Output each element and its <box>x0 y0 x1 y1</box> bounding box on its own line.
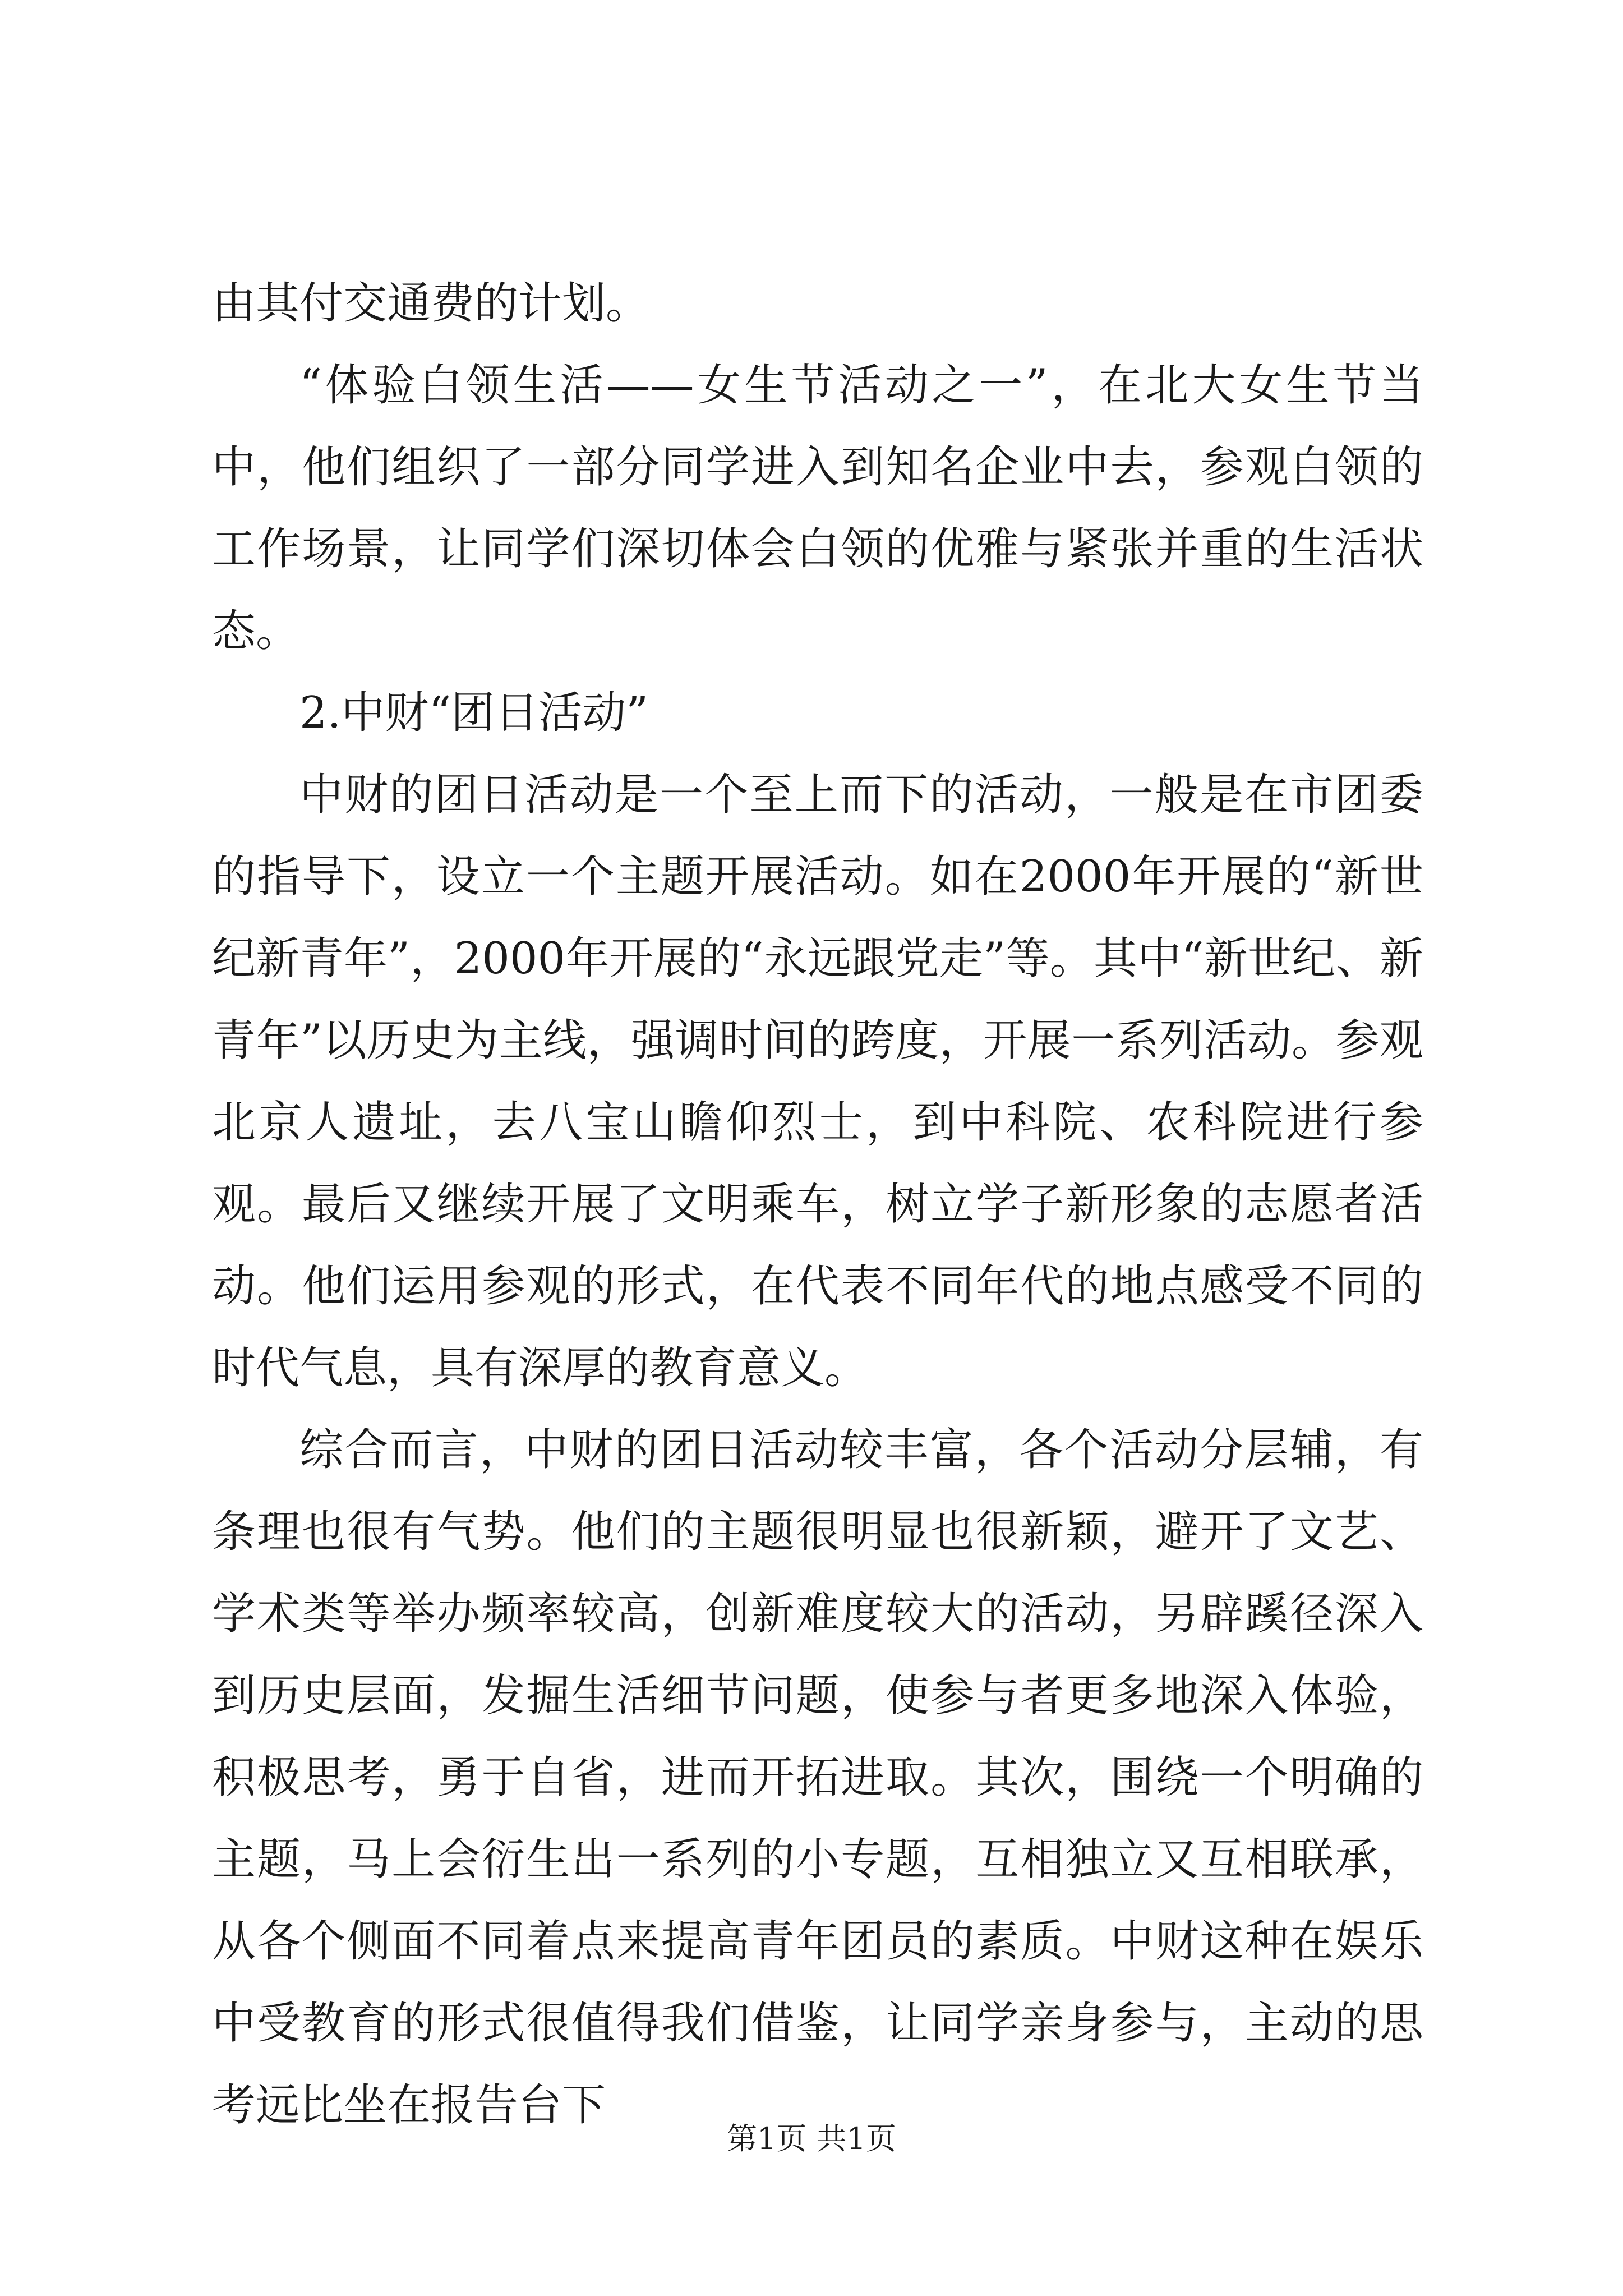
paragraph: 综合而言，中财的团日活动较丰富，各个活动分层辅，有条理也很有气势。他们的主题很明显也很新颖，避开了文艺、学术类等举办频率较高，创新难度较大的活动，另辟蹊径深入到历史层面，发掘生活细节问题，使参与者更多地深入体验，积极思考，勇于自省，进而开拓进取。其次，围绕一个明确的主题，马上会衍生出一系列的小专题，互相独立又互相联承，从各个侧面不同着点来提高青年团员的素质。中财这种在娱乐中受教育的形式很值得我们借鉴，让同学亲身参与，主动的思考远比坐在报告台下 <box>212 1425 1423 2131</box>
section-heading: 2.中财“团日活动” <box>299 688 649 738</box>
document-body <box>212 263 1423 2146</box>
paragraph: 由其付交通费的计划。 <box>212 278 650 329</box>
page-footer: 第1页 共1页 <box>727 2121 896 2156</box>
paragraph: 中财的团日活动是一个至上而下的活动，一般是在市团委的指导下，设立一个主题开展活动。如在2000年开展的“新世纪新青年”，2000年开展的“永远跟党走”等。其中“新世纪、新青年”以历史为主线，强调时间的跨度，开展一系列活动。参观北京人遗址，去八宝山瞻仰烈士，到中科院、农科院进行参观。最后又继续开展了文明乘车，树立学子新形象的志愿者活动。他们运用参观的形式，在代表不同年代的地点感受不同的时代气息，具有深厚的教育意义。 <box>212 770 1423 1393</box>
paragraph: “体验白领生活——女生节活动之一”，在北大女生节当中，他们组织了一部分同学进入到知名企业中去，参观白领的工作场景，让同学们深切体会白领的优雅与紧张并重的生活状态。 <box>212 360 1423 656</box>
